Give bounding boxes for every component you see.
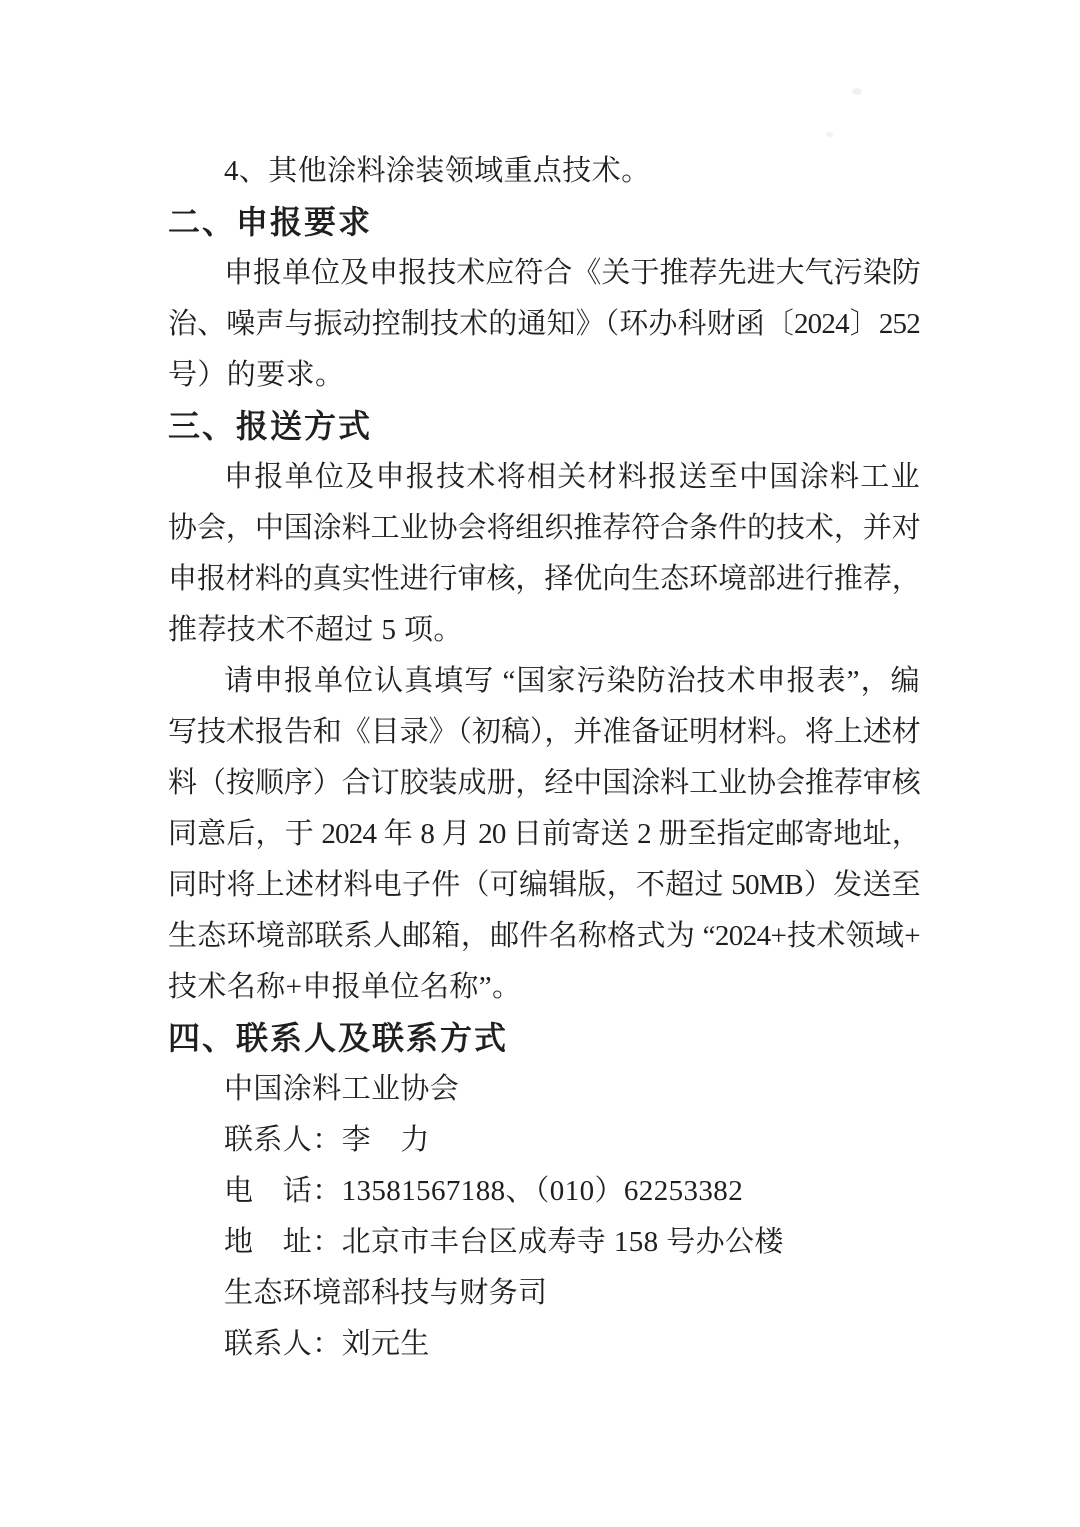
scan-artifact — [826, 132, 833, 137]
section3-para1-line: 申报材料的真实性进行审核，择优向生态环境部进行推荐， — [168, 563, 920, 595]
scan-artifact — [852, 88, 862, 95]
section3-para1-line: 协会，中国涂料工业协会将组织推荐符合条件的技术，并对 — [168, 512, 920, 544]
section3-para2-line: 技术名称+申报单位名称”。 — [168, 971, 522, 1003]
section3-para1-line: 申报单位及申报技术将相关材料报送至中国涂料工业 — [224, 461, 920, 493]
contact-line-dept: 生态环境部科技与财务司 — [224, 1277, 548, 1309]
contact-line-address: 地 址：北京市丰台区成寿寺 158 号办公楼 — [224, 1226, 784, 1258]
contact-line-person-2: 联系人：刘元生 — [224, 1328, 430, 1360]
section2-para-line: 申报单位及申报技术应符合《关于推荐先进大气污染防 — [224, 257, 920, 289]
section-heading-3: 三、报送方式 — [168, 408, 373, 444]
section3-para2-line: 料（按顺序）合订胶装成册，经中国涂料工业协会推荐审核 — [168, 767, 920, 799]
section2-para-line: 号）的要求。 — [168, 359, 345, 391]
section3-para2-line: 写技术报告和《目录》（初稿），并准备证明材料。将上述材 — [168, 716, 920, 748]
section3-para2-line: 生态环境部联系人邮箱，邮件名称格式为 “2024+技术领域+ — [168, 920, 920, 952]
contact-line-person-1: 联系人：李 力 — [224, 1124, 430, 1156]
contact-line-phone: 电 话：13581567188、（010）62253382 — [224, 1175, 744, 1207]
document-text-block — [168, 146, 920, 1370]
section2-para-line: 治、噪声与振动控制技术的通知》（环办科财函〔2024〕252 — [168, 308, 920, 340]
section3-para2-line: 同时将上述材料电子件（可编辑版，不超过 50MB）发送至 — [168, 869, 920, 901]
section-heading-4: 四、联系人及联系方式 — [168, 1020, 509, 1056]
section-heading-2: 二、申报要求 — [168, 204, 373, 240]
section3-para2-line: 请申报单位认真填写 “国家污染防治技术申报表”，编 — [224, 665, 920, 697]
section3-para1-line: 推荐技术不超过 5 项。 — [168, 614, 463, 646]
section3-para2-line: 同意后，于 2024 年 8 月 20 日前寄送 2 册至指定邮寄地址， — [168, 818, 920, 850]
contact-line-org: 中国涂料工业协会 — [224, 1073, 460, 1105]
list-item-4: 4、其他涂料涂装领域重点技术。 — [224, 155, 651, 187]
